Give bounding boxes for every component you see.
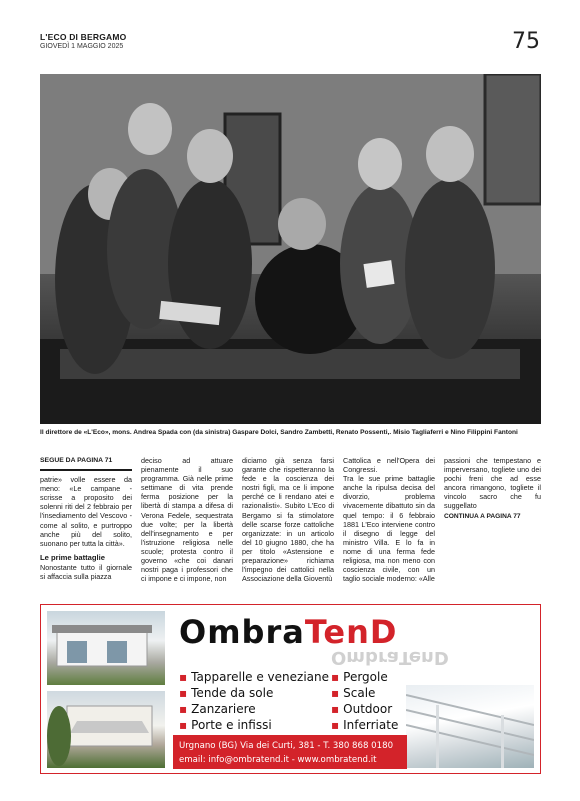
logo-reflection: OmbraTenD — [331, 647, 449, 668]
service-item: ▪ Scale — [331, 686, 376, 700]
historic-photo — [40, 74, 541, 424]
article-paragraph-1: patrie» volle essere da meno: «Le campane - scrisse a proposito dei solenni riti del 2 febbraio per l'insediamento del Vescovo - come al solito, e purtroppo anche più del solito, suonano per tutta la città». — [40, 475, 132, 548]
article-text: Tra le sue prime battaglie anche la ripulsa decisa del divorzio, problema vivacemente dibattuto sin da quel tempo: il 6 febbraio 1881 L'Eco interviene contro il disegno di legge del ministro Villa. E lo fa in nome di una ferma fede religiosa, ma non meno con coscienza civile, con un taglio sociale moderno: «Alle — [343, 474, 435, 584]
photo-illustration — [40, 74, 541, 424]
service-item: ▪ Tende da sole — [179, 686, 274, 700]
article-text: Cattolica e nell'Opera dei Congressi. — [343, 456, 435, 475]
page-number: 75 — [512, 29, 540, 54]
photo-caption: Il direttore de «L'Eco», mons. Andrea Spada con (da sinistra) Gaspare Dolci, Sandro Zambetti, Renato Possenti,. Misio Tagliaferri e Nino Filippini Fantoni — [40, 429, 518, 436]
page-header — [40, 30, 540, 58]
logo-text-black: Ombra — [179, 613, 305, 651]
article-column-3 — [242, 456, 334, 583]
brand-logo — [179, 613, 397, 651]
continue-to-page-link[interactable]: CONTINUA A PAGINA 77 — [444, 512, 521, 520]
service-item: ▪ Tapparelle e veneziane — [179, 670, 329, 684]
ad-address: Urgnano (BG) Via dei Curti, 381 - T. 380 868 0180 — [179, 741, 394, 751]
logo-text-red: TenD — [304, 613, 398, 651]
service-item: ▪ Pergole — [331, 670, 388, 684]
service-item: ▪ Zanzariere — [179, 702, 256, 716]
house-photo-awning — [47, 691, 165, 768]
service-item: ▪ Outdoor — [331, 702, 393, 716]
pergola-photo — [406, 685, 534, 768]
publication-name: L'ECO DI BERGAMO — [40, 32, 127, 42]
article-column-1 — [40, 456, 132, 581]
advertisement-ombratend — [40, 604, 541, 774]
article-subhead: Le prime battaglie — [40, 552, 105, 562]
article-text: deciso ad attuare pienamente il suo programma. Già nelle prime settimane di vita prende ferma posizione per la libertà di stampa a difesa di Verona Fedele, sequestrata due volte; per la libertà dell'insegnamento e per l'istruzione religiosa nelle scuole; protesta contro il governo «che coi danari nostri paga i professori che ci impone e ci impone, non — [141, 456, 233, 584]
ad-contact-links[interactable]: email: info@ombratend.it - www.ombratend.it — [179, 755, 377, 765]
kicker-label: SEGUE DA PAGINA 71 — [40, 456, 132, 471]
services-list-right — [331, 669, 398, 733]
house-photo-pergola — [47, 611, 165, 685]
service-item: ▪ Porte e infissi — [179, 718, 272, 732]
article-text: diciamo già senza farsi garante che rispetteranno la fede e la coscienza dei nostri figli, ma ce li impone perché ce li rendano atei e razionalisti». Subito L'Eco di Bergamo si fa stimolatore delle scarse forze cattoliche organizzate: in un articolo del 10 giugno 1880, che ha per titolo «Astensione e preparazione» richiama l'impegno dei cattolici nella Associazione della Gioventù — [242, 456, 334, 584]
article-column-4 — [343, 456, 435, 583]
services-list-left — [179, 669, 329, 733]
article-column-2 — [141, 456, 233, 583]
publication-date: GIOVEDÌ 1 MAGGIO 2025 — [40, 43, 124, 50]
article-column-5 — [444, 456, 541, 521]
article-text: Nonostante tutto il giornale si affaccia sulla piazza — [40, 562, 132, 582]
article-text: passioni che tempestano e imperversano, togliete uno dei pochi freni che ad esse ancora rimangono, togliete il vincolo sacro che fu suggellato — [444, 456, 541, 511]
service-item: ▪ Inferriate — [331, 718, 399, 732]
